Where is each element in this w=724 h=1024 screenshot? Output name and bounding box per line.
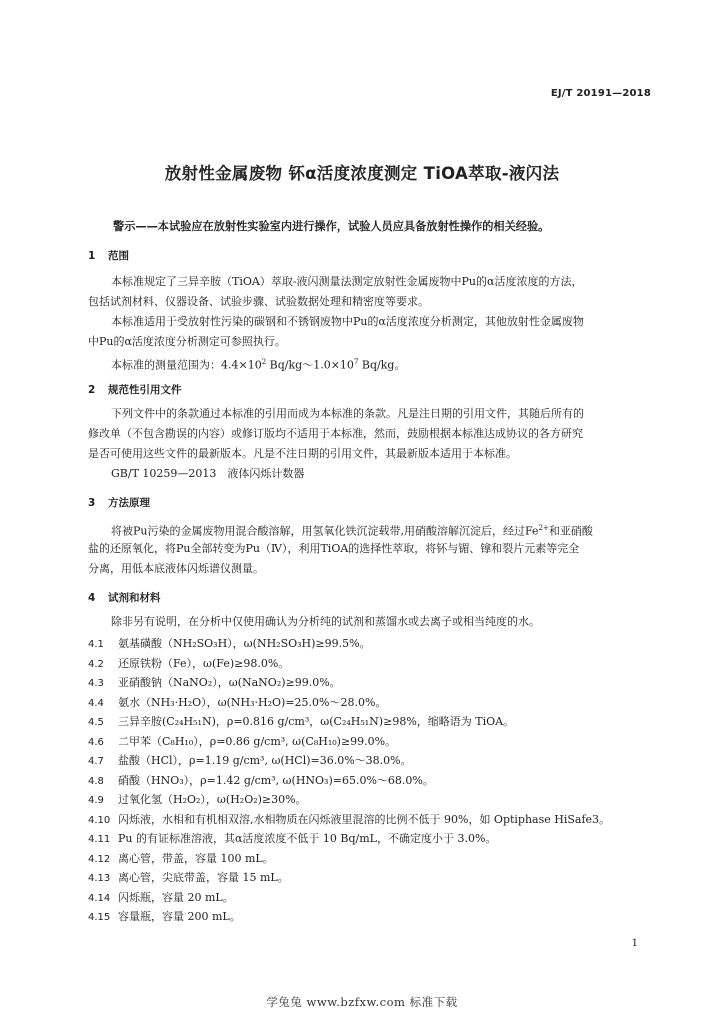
item-number: 4.12 [88,853,111,865]
item-text: 硝酸（HNO₃），ρ=1.42 g/cm³, ω(HNO₃)=65.0%～68.0%。 [118,773,434,787]
item-number: 4.10 [88,814,111,826]
item-number: 4.9 [88,795,104,806]
item-text: 离心管，尖底带盖，容量 15 mL。 [118,871,289,884]
list-item [88,772,434,788]
item-text: 过氧化氢（H₂O₂），ω(H₂O₂)≥30%。 [118,793,307,806]
reference-entry: GB/T 10259—2013 液体闪烁计数器 [111,467,305,480]
item-number: 4.15 [88,912,111,923]
list-item [88,635,371,651]
measurement-range: 本标准的测量范围为：$4.4\times 10^2$ $Bq/kg\sim 1.0\times 10^7$ Bq/kg。 [111,358,406,372]
section-heading-normative-references [88,382,182,397]
list-item [88,655,289,671]
paragraph-line: 是否可使用这些文件的最新版本。凡是不注日期的引用文件，其最新版本适用于本标准。 [88,447,517,460]
section-heading-method-principle [88,495,150,510]
section-title: 方法原理 [108,497,150,509]
item-text: 亚硝酸钠（NaNO₂），ω(NaNO₂)≥99.0%。 [118,676,341,689]
item-number: 4.5 [88,717,104,728]
item-text: 闪烁液，水相和有机相双溶,水相物质在闪烁液里混溶的比例不低于 90%，如 Optiphase HiSafe3。 [118,812,611,826]
paragraph-line: 修改单（不包含勘误的内容）或修订版均不适用于本标准，然而，鼓励根据本标准达成协议的各方研究 [88,427,583,440]
list-item [88,889,234,905]
paragraph-line: 下列文件中的条款通过本标准的引用而成为本标准的条款。凡是注日期的引用文件，其随后所有的 [111,407,584,420]
list-item [88,694,386,710]
item-text: Pu 的有证标准溶液，其α活度浓度不低于 10 Bq/mL，不确定度小于 3.0%。 [118,832,497,845]
section-number: 2 [88,384,96,396]
paragraph-line: 盐的还原氧化，将Pu全部转变为Pu（Ⅳ），利用TiOA的选择性萃取，将钚与镅、镎和裂片元素等完全 [88,542,580,555]
item-text: 三异辛胺(C₂₄H₅₁N)，ρ=0.816 g/cm³，ω(C₂₄H₅₁N)≥98%，缩略语为 TiOA。 [118,715,515,728]
item-number: 4.11 [88,834,111,845]
warning-notice: 警示——本试验应在放射性实验室内进行操作，试验人员应具备放射性操作的相关经验。 [113,220,550,233]
item-text: 氨水（NH₃·H₂O），ω(NH₃·H₂O)=25.0%～28.0%。 [118,695,387,709]
page-number: 1 [631,938,638,949]
section-number: 4 [88,592,96,604]
paragraph-line: 本标准适用于受放射性污染的碳钢和不锈钢废物中Pu的α活度浓度分析测定，其他放射性金属废物 [111,315,584,328]
item-number: 4.2 [88,658,104,670]
section-heading-scope [88,248,129,263]
section-title: 规范性引用文件 [108,384,182,396]
list-item [88,830,496,846]
item-number: 4.7 [88,756,104,767]
item-text: 盐酸（HCl），ρ=1.19 g/cm³, ω(HCl)=36.0%～38.0%。 [118,754,412,767]
paragraph-line: 中Pu的α活度浓度分析测定可参照执行。 [88,335,286,348]
list-item [88,811,610,827]
paragraph-line: 分离，用低本底液体闪烁谱仪测量。 [88,562,264,575]
item-number: 4.1 [88,639,104,650]
item-text: 氨基磺酸（NH₂SO₃H），ω(NH₂SO₃H)≥99.5%。 [118,637,371,650]
item-number: 4.8 [88,775,104,787]
document-title: 放射性金属废物 钚α活度浓度测定 TiOA萃取-液闪法 [164,164,560,183]
paragraph-line: 包括试剂材料、仪器设备、试验步骤、试验数据处理和精密度等要求。 [88,295,429,308]
standard-code: EJ/T 20191—2018 [550,88,651,99]
list-item [88,791,307,807]
item-number: 4.14 [88,892,111,904]
section-title: 范围 [108,250,129,262]
section-title: 试剂和材料 [108,592,161,604]
item-text: 闪烁瓶，容量 20 mL。 [118,890,234,904]
item-number: 4.4 [88,697,104,709]
list-item [88,713,514,729]
footer-watermark: 学兔兔 www.bzfxw.com 标准下载 [266,995,458,1009]
list-item [88,752,412,768]
paragraph-line: 本标准规定了三异辛胺（TiOA）萃取-液闪测量法测定放射性金属废物中Pu的α活度浓度的方法， [111,275,583,288]
section-number: 3 [88,497,96,509]
item-number: 4.13 [88,873,111,884]
item-text: 二甲苯（C₈H₁₀），ρ=0.86 g/cm³, ω(C₈H₁₀)≥99.0%。 [118,734,397,748]
item-text: 容量瓶，容量 200 mL。 [118,910,241,923]
paragraph-line: 除非另有说明，在分析中仅使用确认为分析纯的试剂和蒸馏水或去离子或相当纯度的水。 [111,615,540,628]
item-text: 离心管，带盖，容量 100 mL。 [118,851,274,865]
list-item [88,869,289,885]
list-item [88,674,341,690]
item-number: 4.6 [88,736,104,748]
item-number: 4.3 [88,678,104,689]
section-number: 1 [88,250,96,262]
list-item [88,733,396,749]
list-item [88,908,241,924]
list-item [88,850,274,866]
section-heading-reagents [88,590,161,605]
item-text: 还原铁粉（Fe），ω(Fe)≥98.0%。 [118,656,290,670]
paragraph-line: 将被Pu污染的金属废物用混合酸溶解，用氢氧化铁沉淀载带,用硝酸溶解沉淀后，经过$Fe^{2+}$和亚硝酸 [111,524,593,538]
